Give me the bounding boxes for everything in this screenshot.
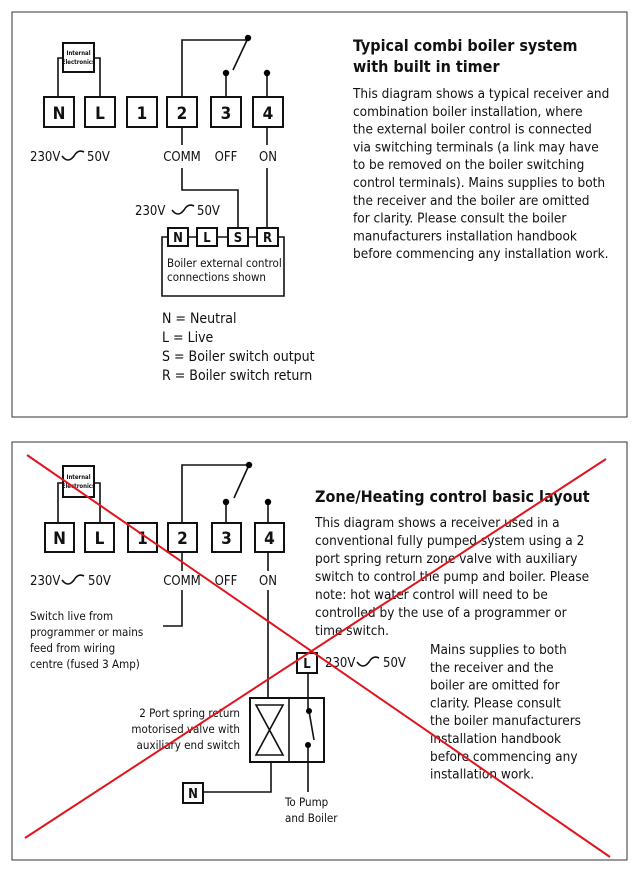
description-line: installation handbook (430, 731, 562, 747)
description-line: manufacturers installation handbook (353, 228, 577, 245)
internal-label: Internal (66, 50, 91, 57)
pump-text: To Pump (285, 795, 329, 809)
description-line: via switching terminals (a link may have (353, 139, 599, 156)
description-line: This diagram shows a typical receiver and (353, 86, 610, 102)
boiler-control-box (162, 228, 284, 296)
voltage-label: 230V (30, 150, 61, 165)
terminal-label: 3 (220, 104, 232, 124)
bottom-description-2 (430, 642, 581, 783)
voltage-label: 50V (383, 656, 406, 671)
legend (162, 311, 315, 384)
description-line: combination boiler installation, where (353, 103, 583, 120)
voltage-label: 50V (87, 150, 110, 165)
neutral-terminal-label: N (188, 787, 198, 802)
description-line: port spring return zone valve with auxiliary (315, 551, 578, 567)
valve-text: motorised valve with (131, 722, 240, 736)
boiler-text: connections shown (167, 270, 266, 284)
description-line: the external boiler control is connected (353, 121, 592, 138)
description-line: switch to control the pump and boiler. Please (315, 569, 590, 585)
boiler-terminal: N (173, 231, 183, 246)
voltage-label: 230V (30, 574, 61, 589)
terminal-label: L (95, 104, 105, 124)
description-line: This diagram shows a receiver used in a (315, 515, 560, 531)
comm-label: COMM (163, 150, 201, 165)
internal-electronics-box (63, 43, 94, 72)
terminal-strip (45, 523, 284, 552)
on-label: ON (259, 150, 277, 165)
description-line: for clarity. Please consult the boiler (353, 210, 567, 227)
internal-label: Electronics (61, 59, 96, 66)
description-line: clarity. Please consult (430, 695, 561, 712)
boiler-terminal: L (203, 231, 211, 246)
switch-live-text: programmer or mains (30, 625, 144, 639)
voltage-label: 50V (88, 574, 111, 589)
legend-item: R = Boiler switch return (162, 368, 313, 384)
terminal-label: 4 (264, 529, 275, 549)
off-label: OFF (214, 150, 238, 165)
terminal-label: N (53, 529, 66, 549)
bottom-panel (12, 442, 627, 860)
terminal-label: L (94, 529, 105, 549)
off-label: OFF (214, 574, 238, 589)
on-label: ON (259, 574, 277, 589)
description-line: installation work. (430, 766, 535, 783)
valve-text: auxiliary end switch (136, 738, 240, 752)
description-line: note: hot water control will need to be (315, 587, 548, 603)
description-line: the boiler manufacturers (430, 713, 582, 730)
switch-live-text: feed from wiring (30, 641, 116, 655)
description-line: before commencing any (430, 748, 578, 765)
boiler-terminal: S (233, 231, 243, 246)
description-line: conventional fully pumped system using a 2 (315, 533, 585, 549)
voltage-label: 230V (325, 656, 356, 671)
description-line: controlled by the use of a programmer or (315, 605, 567, 621)
internal-electronics-box (63, 466, 94, 497)
description-line: to be removed on the boiler switching (353, 157, 585, 174)
description-line: control terminals). Mains supplies to both (353, 175, 606, 191)
terminal-label: N (52, 104, 66, 124)
internal-label: Internal (66, 474, 91, 481)
comm-label: COMM (163, 574, 201, 589)
top-panel (12, 12, 627, 417)
description-line: the receiver and the (430, 659, 554, 676)
legend-item: S = Boiler switch output (162, 349, 315, 365)
terminal-strip (44, 97, 283, 127)
top-title: Typical combi boiler system (353, 36, 578, 55)
terminal-label: 4 (262, 104, 274, 124)
legend-item: N = Neutral (162, 311, 237, 327)
terminal-label: 2 (177, 529, 188, 549)
description-line: Mains supplies to both (430, 642, 567, 658)
legend-item: L = Live (162, 330, 214, 346)
terminal-label: 1 (137, 529, 148, 549)
voltage-label: 50V (197, 204, 220, 219)
top-title: with built in timer (353, 57, 500, 76)
live-terminal-label: L (303, 657, 311, 672)
switch-live-text: Switch live from (30, 609, 114, 623)
switch-live-text: centre (fused 3 Amp) (30, 657, 140, 671)
pump-text: and Boiler (285, 811, 338, 825)
valve-text: 2 Port spring return (139, 706, 240, 720)
terminal-label: 3 (221, 529, 232, 549)
terminal-label: 1 (136, 104, 148, 124)
description-line: before commencing any installation work. (353, 246, 609, 263)
boiler-terminal: R (262, 231, 273, 246)
description-line: the receiver and the boiler are omitted (353, 192, 590, 209)
voltage-label: 230V (135, 204, 166, 219)
description-line: time switch. (315, 623, 389, 639)
boiler-text: Boiler external control (167, 256, 282, 270)
top-description (352, 86, 609, 262)
bottom-title: Zone/Heating control basic layout (315, 487, 590, 506)
terminal-label: 2 (176, 104, 188, 124)
bottom-description (314, 515, 589, 639)
description-line: boiler are omitted for (430, 677, 560, 694)
internal-label: Electronics (61, 483, 96, 490)
